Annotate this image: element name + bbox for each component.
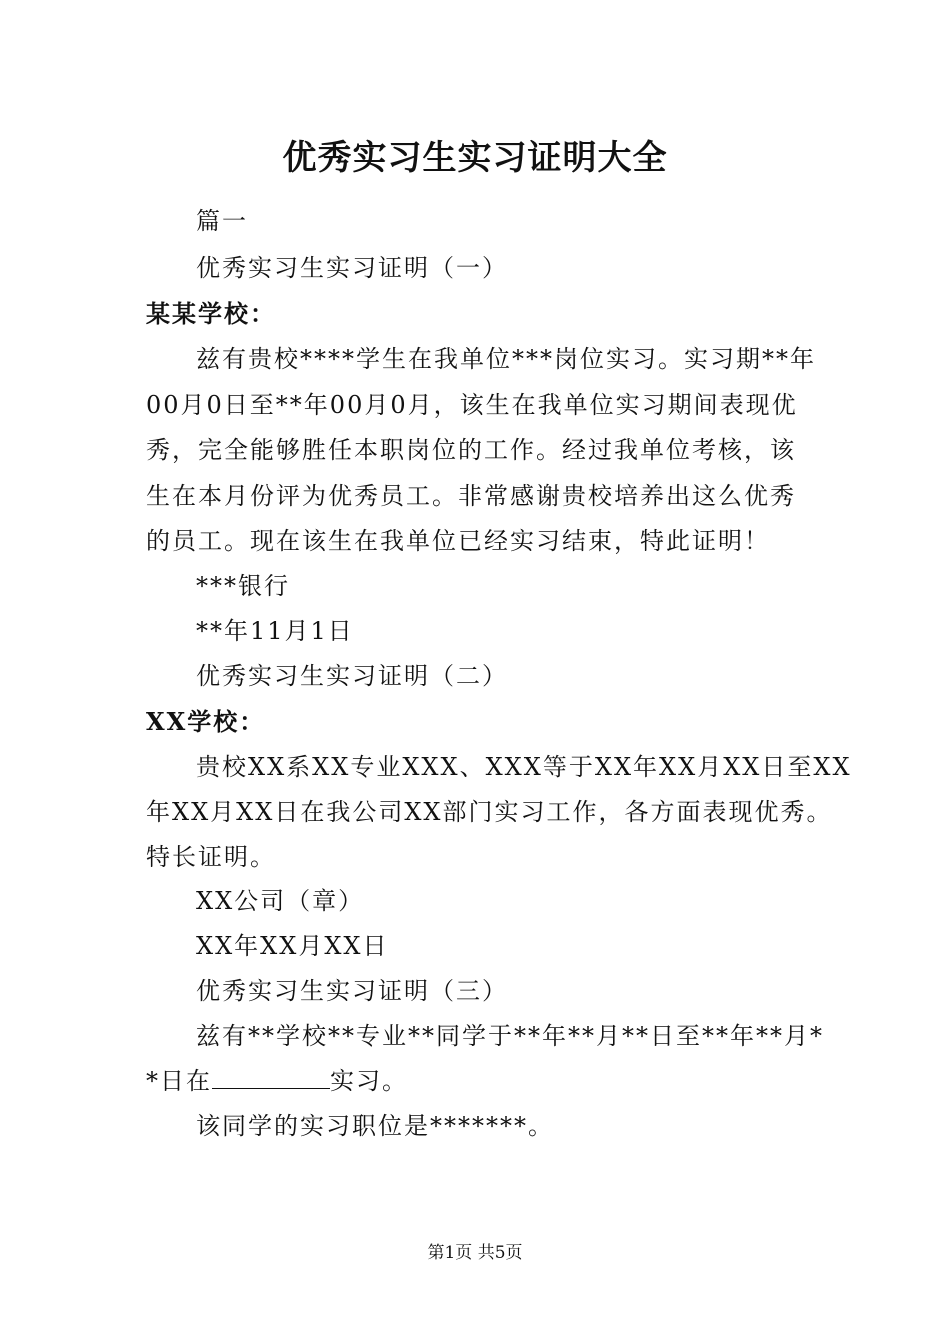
signature-org-1: ***银行 xyxy=(196,572,290,600)
section-label: 篇一 xyxy=(196,207,248,235)
section-heading-2: 优秀实习生实习证明（二） xyxy=(196,662,508,690)
paragraph-line: 兹有**学校**专业**同学于**年**月**日至**年**月* xyxy=(196,1022,824,1050)
paragraph-line: 该同学的实习职位是*******。 xyxy=(196,1112,554,1140)
signature-date-2: XX年XX月XX日 xyxy=(196,932,389,960)
fill-in-blank xyxy=(212,1066,330,1089)
page-footer: 第1页 共5页 xyxy=(427,1243,523,1263)
paragraph-line: 秀，完全能够胜任本职岗位的工作。经过我单位考核，该 xyxy=(146,436,796,464)
paragraph-line: 生在本月份评为优秀员工。非常感谢贵校培养出这么优秀 xyxy=(146,482,796,510)
addressee-2: XX学校： xyxy=(146,707,266,736)
paragraph-line: 兹有贵校****学生在我单位***岗位实习。实习期**年 xyxy=(196,345,816,373)
paragraph-line: 年XX月XX日在我公司XX部门实习工作，各方面表现优秀。 xyxy=(146,798,833,826)
paragraph-text: *日在 xyxy=(146,1067,212,1095)
paragraph-line: 00月0日至**年00月0月，该生在我单位实习期间表现优 xyxy=(146,391,798,419)
paragraph-line-with-blank xyxy=(146,1064,408,1098)
section-heading-3: 优秀实习生实习证明（三） xyxy=(196,977,508,1005)
paragraph-line: 特长证明。 xyxy=(146,843,276,871)
addressee-1: 某某学校： xyxy=(146,299,276,328)
paragraph-line: 的员工。现在该生在我单位已经实习结束，特此证明！ xyxy=(146,527,770,555)
paragraph-text: 实习。 xyxy=(330,1067,408,1095)
document-title: 优秀实习生实习证明大全 xyxy=(282,138,668,178)
signature-org-2: XX公司（章） xyxy=(196,887,365,915)
paragraph-line: 贵校XX系XX专业XXX、XXX等于XX年XX月XX日至XX xyxy=(196,753,852,781)
section-heading-1: 优秀实习生实习证明（一） xyxy=(196,254,508,282)
signature-date-1: **年11月1日 xyxy=(196,617,354,645)
